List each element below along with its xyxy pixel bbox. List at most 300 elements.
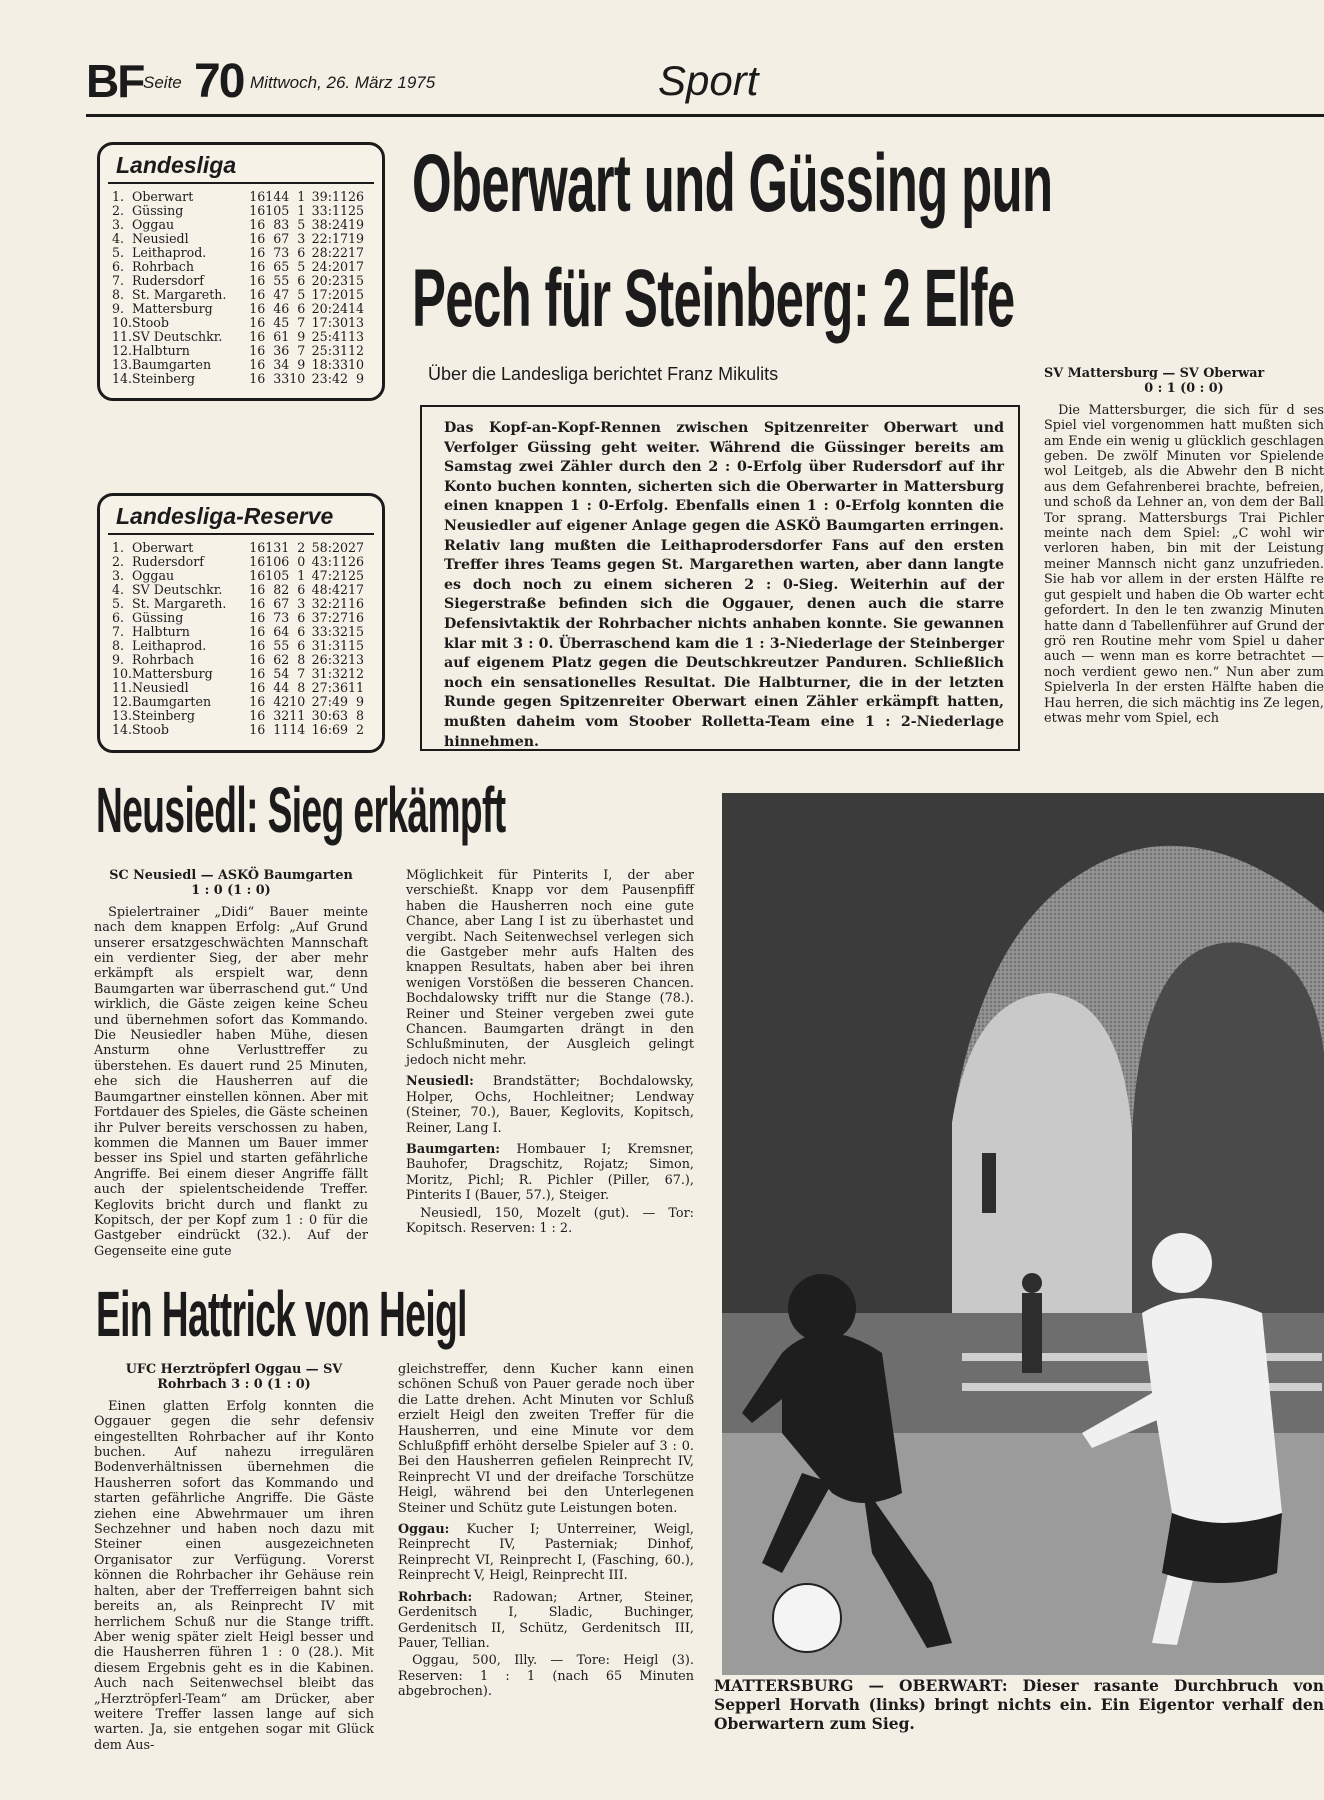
table-cell: Baumgarten	[132, 357, 212, 373]
table-row	[112, 358, 364, 372]
issue-date: Mittwoch, 26. März 1975	[250, 73, 436, 92]
table-cell: 31:32	[311, 666, 348, 682]
table-cell: 4	[281, 680, 290, 696]
table-cell: 3	[281, 371, 290, 387]
table-cell: 16	[249, 652, 266, 668]
table-cell: 11	[347, 680, 364, 696]
table-cell: 1	[297, 203, 306, 219]
table-cell: 6	[297, 582, 306, 598]
lineup-players: Brandstätter; Bochdalowsky, Holper, Ochs, Hochleitner; Lendway (Steiner, 70.), Bauer, Keglovits, Kopitsch, Reiner, Lang I.	[406, 1074, 694, 1136]
table-cell: 4	[273, 301, 282, 317]
table-cell: 3	[297, 231, 306, 247]
table-cell: Rudersdorf	[132, 273, 204, 289]
main-headline-line-2: Pech für Steinberg: 2 Elfe	[412, 253, 1015, 344]
table-cell: 14	[289, 722, 306, 738]
table-cell: 5	[273, 638, 282, 654]
table-cell: 16	[249, 315, 266, 331]
table-cell: 13.	[112, 708, 133, 724]
table-cell: 5	[281, 259, 290, 275]
table-cell: 5	[273, 666, 282, 682]
match-photo	[722, 793, 1324, 1675]
table-cell: Rohrbach	[132, 259, 194, 275]
table-cell: 3	[273, 371, 282, 387]
table-cell: 3.	[112, 568, 125, 584]
table-cell: Halbturn	[132, 624, 190, 640]
table-cell: 47:21	[311, 568, 348, 584]
table-cell: 27	[347, 540, 364, 556]
table-cell: Oberwart	[132, 540, 194, 556]
match-title: SC Neusiedl — ASKÖ Baumgarten	[109, 868, 353, 883]
table-cell: 11.	[112, 680, 133, 696]
table-cell: 14.	[112, 371, 133, 387]
match-facts: Oggau, 500, Illy. — Tore: Heigl (3). Reserven: 1 : 1 (nach 65 Minuten abgebrochen).	[398, 1653, 694, 1700]
table-row	[112, 709, 364, 723]
table-cell: Rohrbach	[132, 652, 194, 668]
table-cell: 6.	[112, 259, 125, 275]
table-cell: Oggau	[132, 217, 175, 233]
table-cell: 16	[249, 554, 266, 570]
lineup-players: Radowan; Artner, Steiner, Gerdenitsch I, Sladic, Buchinger, Gerdenitsch II, Schütz, Gerdenitsch III, Pauer, Tellian.	[398, 1589, 694, 1651]
landesliga-table	[112, 190, 364, 386]
table-cell: 7	[297, 343, 306, 359]
oggau-column-2	[398, 1362, 694, 1698]
table-row	[112, 288, 364, 302]
lineup-players: Hombauer I; Kremsner, Bauhofer, Dragschitz, Rojatz; Simon, Moritz, Pichl; R. Pichler (Piller, 67.), Pinterits I (Bauer, 57.), Steiger.	[406, 1141, 694, 1204]
table-cell: 3	[297, 596, 306, 612]
table-cell: 6	[297, 273, 306, 289]
table-cell: 3	[273, 708, 282, 724]
table-cell: Güssing	[132, 203, 184, 219]
table-row	[112, 555, 364, 569]
table-cell: 5	[281, 638, 290, 654]
table-cell: Neusiedl	[132, 680, 189, 696]
table-cell: 14	[265, 189, 282, 205]
reserve-table	[112, 541, 364, 737]
table-cell: Halbturn	[132, 343, 190, 359]
table-cell: 3	[281, 610, 290, 626]
table-cell: 13	[265, 540, 282, 556]
table-cell: 8.	[112, 287, 125, 303]
table-cell: 37:27	[311, 610, 348, 626]
table-cell: 2.	[112, 203, 125, 219]
report-text: Einen glatten Erfolg konnten die Oggauer gegen die sehr defensiv eingestellten Rohrbacher auf ihr Konto buchen. Auf nahezu irregulären Bodenverhältnissen übernehmen die Hausherren sofort das Kommando und starten gefährliche Angriffe. Die Gäste ziehen eine Abwehrmauer um ihren Sechzehner und haben noch dazu mit Steiner einen ausgezeichneten Organisator zur Verfügung. Vorerst können die Rohrbacher ihr Gehäuse rein halten, aber der Trefferreigen bahnt sich bereits an, als Reinprecht IV mit herrlichem Schuß nur die Stange trifft. Aber wenig später zielt Heigl besser und die Hausherren führen 1 : 0 (28.). Mit diesem Ergebnis geht es in die Kabinen. Auch nach Seitenwechsel bleibt das „Herztröpferl-Team“ am Drücker, aber weitere Treffer lassen lange auf sich warten. Ja, sie entgehen sogar mit Glück dem Aus-	[94, 1398, 374, 1753]
table-cell: 27:49	[311, 694, 348, 710]
table-cell: 6	[273, 596, 282, 612]
neusiedl-column-2	[406, 868, 694, 1268]
lineup-away	[406, 1142, 694, 1204]
table-cell: 16	[249, 582, 266, 598]
table-row	[112, 639, 364, 653]
table-cell: 16	[249, 189, 266, 205]
table-cell: 27:36	[311, 680, 348, 696]
neusiedl-headline: Neusiedl: Sieg erkämpft	[96, 774, 506, 846]
table-cell: 9.	[112, 301, 125, 317]
table-cell: Leithaprod.	[132, 638, 207, 654]
table-cell: 12	[347, 666, 364, 682]
table-row	[112, 569, 364, 583]
table-cell: Steinberg	[132, 708, 195, 724]
table-cell: 8.	[112, 638, 125, 654]
table-cell: 14.	[112, 722, 133, 738]
table-cell: 5	[281, 315, 290, 331]
table-cell: 43:11	[311, 554, 348, 570]
table-cell: 2	[281, 582, 290, 598]
table-cell: 16	[347, 596, 364, 612]
table-cell: 4	[273, 287, 282, 303]
table-cell: 13	[347, 315, 364, 331]
table-cell: 17	[347, 582, 364, 598]
table-row	[112, 583, 364, 597]
table-cell: 6	[281, 343, 290, 359]
table-cell: 8	[273, 582, 282, 598]
table-cell: 4	[273, 694, 282, 710]
table-row	[112, 330, 364, 344]
table-cell: Rudersdorf	[132, 554, 204, 570]
table-cell: St. Margareth.	[132, 287, 227, 303]
table-cell: 16	[249, 610, 266, 626]
table-cell: 6	[273, 259, 282, 275]
table-cell: 13	[347, 329, 364, 345]
table-cell: 12	[347, 343, 364, 359]
table-cell: 20:24	[311, 301, 348, 317]
table-cell: 10	[289, 694, 306, 710]
table-cell: 11	[289, 708, 306, 724]
table-cell: 3	[273, 343, 282, 359]
lineup-label: Neusiedl:	[406, 1074, 474, 1090]
table-cell: 9	[297, 329, 306, 345]
table-cell: 4	[281, 189, 290, 205]
report-text: gleichstreffer, denn Kucher kann einen schönen Schuß von Pauer gerade noch über die Latte drehen. Acht Minuten vor Schluß erzielt Heigl den zweiten Treffer für die Hausherren, und eine Minute vor dem Schlußpfiff erhöht derselbe Spieler auf 3 : 0. Bei den Hausherren gefielen Reinprecht IV, Reinprecht VI und der dreifache Torschütze Heigl, während bei den Unterlegenen Steiner und Schütz gute Leistungen boten.	[398, 1362, 694, 1516]
table-cell: 15	[347, 273, 364, 289]
table-cell: SV Deutschkr.	[132, 582, 223, 598]
table-row	[112, 302, 364, 316]
table-cell: 16	[249, 287, 266, 303]
table-cell: 16	[249, 329, 266, 345]
table-cell: 38:24	[311, 217, 348, 233]
table-cell: 7	[297, 666, 306, 682]
table-cell: 1	[273, 722, 282, 738]
table-row	[112, 541, 364, 555]
table-cell: 9	[355, 694, 364, 710]
table-cell: 25:31	[311, 343, 348, 359]
oggau-column-1	[94, 1362, 374, 1753]
table-cell: SV Deutschkr.	[132, 329, 223, 345]
table-cell: 6	[297, 610, 306, 626]
table-cell: 10	[265, 203, 282, 219]
report-text: Möglichkeit für Pinterits I, der aber verschießt. Knapp vor dem Pausenpfiff haben die Hausherren noch eine gute Chance, aber Lang I ist zu überhastet und vergibt. Nach Seitenwechsel verlegen sich die Gastgeber mehr aufs Halten des knappen Resultats, haben aber bei ihren wenigen Vorstößen die besseren Chancen. Bochdalowsky trifft nur die Stange (78.). Reiner und Steiner vergeben zwei gute Chancen. Baumgarten drängt in den Schlußminuten, der Ausgleich gelingt jedoch nicht mehr.	[406, 868, 694, 1068]
table-cell: 16	[249, 596, 266, 612]
table-cell: 5	[281, 203, 290, 219]
table-cell: 10	[265, 568, 282, 584]
table-cell: 14	[347, 301, 364, 317]
table-cell: 10.	[112, 315, 133, 331]
table-cell: 4	[273, 315, 282, 331]
table-cell: Oggau	[132, 568, 175, 584]
table-row	[112, 204, 364, 218]
table-cell: 26:32	[311, 652, 348, 668]
table-cell: 1	[281, 329, 290, 345]
table-cell: 16	[249, 694, 266, 710]
table-row	[112, 344, 364, 358]
table-cell: Steinberg	[132, 371, 195, 387]
table-row	[112, 190, 364, 204]
table-row	[112, 723, 364, 737]
table-cell: 7	[297, 315, 306, 331]
table-cell: 6	[281, 554, 290, 570]
reserve-title: Landesliga-Reserve	[116, 503, 334, 529]
table-cell: 26	[347, 189, 364, 205]
table-cell: 15	[347, 287, 364, 303]
byline: Über die Landesliga berichtet Franz Mikulits	[428, 364, 779, 384]
match-title: UFC Herztröpferl Oggau — SV Rohrbach 3 : 0 (1 : 0)	[125, 1362, 343, 1393]
table-cell: 6	[273, 231, 282, 247]
table-cell: 5	[297, 259, 306, 275]
table-cell: 5	[273, 273, 282, 289]
table-cell: 10	[347, 357, 364, 373]
table-cell: 16	[249, 666, 266, 682]
table-cell: 16	[249, 259, 266, 275]
table-cell: 9	[297, 357, 306, 373]
table-row	[112, 260, 364, 274]
table-cell: 7	[281, 287, 290, 303]
table-cell: 4	[281, 624, 290, 640]
lineup-label: Rohrbach:	[398, 1589, 473, 1605]
table-cell: Güssing	[132, 610, 184, 626]
section-title: Sport	[658, 57, 759, 104]
table-row	[112, 667, 364, 681]
table-cell: Oberwart	[132, 189, 194, 205]
report-text: Spielertrainer „Didi“ Bauer meinte nach dem knappen Erfolg: „Auf Grund unserer ersatzgeschwächten Mannschaft ein verdienter Sieg, der aber mehr erkämpft als erspielt war, denn Baumgarten war überraschend gut.“ Und wirklich, die Gäste zeigen keine Scheu und übernehmen sofort das Kommando. Die Neusiedler haben Mühe, diesen Ansturm ohne Verlusttreffer zu überstehen. Es dauert rund 25 Minuten, ehe sich die Hausherren auf die Baumgartner einstellen können. Aber mit Fortdauer des Spieles, die Gäste scheinen ihr Pulver bereits verschossen zu haben, kommen die Mannen um Bauer immer besser ins Spiel und starten gefährliche Angriffe. Bei einem dieser Angriffe fällt auch der spielentscheidende Treffer. Keglovits bricht durch und flankt zu Kopitsch, der per Kopf zum 1 : 0 für die Gastgeber eindrückt (32.). Auf der Gegenseite eine gute	[94, 904, 368, 1259]
table-cell: 1	[281, 722, 290, 738]
table-cell: 12.	[112, 694, 133, 710]
table-cell: 8	[273, 217, 282, 233]
lineup-players: Kucher I; Unterreiner, Weigl, Reinprecht IV, Pasterniak; Dinhof, Reinprecht VI, Reinprecht I, (Fasching, 60.), Reinprecht V, Heigl, Reinprecht III.	[398, 1522, 694, 1584]
brand-logo: BF	[86, 55, 144, 107]
table-cell: 2.	[112, 554, 125, 570]
table-row	[112, 274, 364, 288]
table-row	[112, 695, 364, 709]
table-divider	[108, 182, 374, 184]
lineup-away	[398, 1590, 694, 1652]
match-photo-illustration	[722, 793, 1324, 1675]
table-cell: 19	[347, 217, 364, 233]
table-row	[112, 232, 364, 246]
table-cell: 5.	[112, 596, 125, 612]
table-cell: 6	[297, 624, 306, 640]
mattersburg-report	[1044, 366, 1324, 754]
table-cell: 1	[297, 189, 306, 205]
table-cell: 25:41	[311, 329, 348, 345]
table-cell: 28:22	[311, 245, 348, 261]
table-cell: 2	[281, 694, 290, 710]
table-cell: 16	[249, 638, 266, 654]
neusiedl-column-1	[94, 868, 368, 1268]
table-cell: 16	[249, 203, 266, 219]
table-cell: 18:33	[311, 357, 348, 373]
table-cell: 16	[347, 610, 364, 626]
table-cell: 1	[281, 540, 290, 556]
table-cell: 13.	[112, 357, 133, 373]
reserve-table-box	[97, 493, 385, 753]
landesliga-table-box	[97, 142, 385, 401]
table-cell: 9	[355, 371, 364, 387]
table-cell: 16	[249, 357, 266, 373]
table-cell: 16	[249, 722, 266, 738]
table-cell: 16:69	[311, 722, 348, 738]
table-cell: 33:32	[311, 624, 348, 640]
lead-box	[420, 405, 1020, 751]
table-divider	[108, 533, 374, 535]
table-cell: 17	[347, 245, 364, 261]
table-cell: 1.	[112, 189, 125, 205]
table-row	[112, 597, 364, 611]
main-headline-line-1: Oberwart und Güssing pun	[412, 138, 1053, 229]
table-cell: 2	[281, 708, 290, 724]
match-facts: Neusiedl, 150, Mozelt (gut). — Tor: Kopitsch. Reserven: 1 : 2.	[406, 1205, 694, 1236]
table-cell: 7	[273, 245, 282, 261]
table-cell: 10.	[112, 666, 133, 682]
table-cell: 33:11	[311, 203, 348, 219]
table-cell: 19	[347, 231, 364, 247]
table-row	[112, 372, 364, 386]
table-cell: 3	[281, 245, 290, 261]
table-cell: 1	[297, 568, 306, 584]
table-row	[112, 218, 364, 232]
table-cell: 10	[289, 371, 306, 387]
table-cell: Leithaprod.	[132, 245, 207, 261]
table-cell: 1.	[112, 540, 125, 556]
lineup-home	[398, 1522, 694, 1584]
table-cell: 16	[249, 245, 266, 261]
table-cell: 16	[249, 371, 266, 387]
table-cell: 4.	[112, 582, 125, 598]
table-cell: 13	[347, 652, 364, 668]
table-cell: 58:20	[311, 540, 348, 556]
report-text: Die Mattersburger, die sich für d ses Spiel viel vorgenommen hatt mußten sich am Ende ein wenig u glücklich geschlagen geben. De zwölf Minuten vor Spielende wol Leitgeb, als die Abwehr den B nicht aus dem Gefahrenberei brachte, befreien, und schoß da Lehner an, von dem der Ball Tor sprang. Mattersburgs Trai Pichler meinte nach dem Spiel: „C wohl wir verloren haben, bin mit der Leistung meiner Mannsch nicht ganz unzufrieden. Sie hab vor allem in der ersten Hälfte re gut gespielt und haben die Ob warter echt gefordert. In den le ten zwanzig Minuten hatte dann d Tabellenführer auf Grund der grö ren Routine mehr vom Spiel u daher auch — wenn man es korre betrachtet — noch verdient gewo nen.“ Nun aber zum Spielverla In der ersten Hälfte haben die Hau herren, die sich mächtig ins Ze legen, etwas mehr vom Spiel, ech	[1044, 402, 1324, 726]
table-cell: 31:31	[311, 638, 348, 654]
table-cell: 5	[297, 287, 306, 303]
table-cell: 4	[281, 666, 290, 682]
table-cell: 3	[281, 217, 290, 233]
table-cell: 3	[273, 357, 282, 373]
table-row	[112, 681, 364, 695]
table-cell: 5	[297, 217, 306, 233]
table-cell: 16	[249, 624, 266, 640]
header-rule	[86, 114, 1324, 117]
table-cell: Stoob	[132, 315, 169, 331]
table-cell: 16	[249, 217, 266, 233]
table-cell: 23:42	[311, 371, 348, 387]
lineup-home	[406, 1074, 694, 1136]
table-cell: 16	[249, 301, 266, 317]
table-cell: 4	[281, 357, 290, 373]
table-cell: 6.	[112, 610, 125, 626]
table-cell: 0	[297, 554, 306, 570]
table-row	[112, 625, 364, 639]
table-cell: 12.	[112, 343, 133, 359]
table-cell: 4	[273, 680, 282, 696]
table-cell: 8	[297, 652, 306, 668]
table-cell: 6	[297, 638, 306, 654]
table-cell: 2	[355, 722, 364, 738]
table-cell: 30:63	[311, 708, 348, 724]
table-cell: 16	[249, 343, 266, 359]
table-cell: Stoob	[132, 722, 169, 738]
table-cell: 5.	[112, 245, 125, 261]
table-cell: 20:23	[311, 273, 348, 289]
table-cell: 16	[249, 231, 266, 247]
table-cell: 3.	[112, 217, 125, 233]
table-cell: 17:30	[311, 315, 348, 331]
table-cell: 16	[249, 568, 266, 584]
table-cell: 7.	[112, 273, 125, 289]
table-cell: St. Margareth.	[132, 596, 227, 612]
table-cell: 24:20	[311, 259, 348, 275]
table-cell: 16	[249, 273, 266, 289]
landesliga-title: Landesliga	[116, 152, 237, 178]
table-cell: 16	[249, 540, 266, 556]
table-cell: 6	[281, 301, 290, 317]
table-cell: 10	[265, 554, 282, 570]
table-cell: 16	[249, 708, 266, 724]
table-row	[112, 653, 364, 667]
table-cell: 22:17	[311, 231, 348, 247]
table-cell: 17:20	[311, 287, 348, 303]
table-cell: 2	[297, 540, 306, 556]
table-cell: 6	[297, 245, 306, 261]
table-cell: 2	[281, 652, 290, 668]
table-cell: 5	[281, 273, 290, 289]
table-cell: Mattersburg	[132, 301, 213, 317]
table-cell: 11.	[112, 329, 133, 345]
oggau-headline: Ein Hattrick von Heigl	[96, 1278, 467, 1350]
table-cell: 6	[273, 652, 282, 668]
table-cell: 6	[297, 301, 306, 317]
table-cell: 16	[249, 680, 266, 696]
page-label: Seite	[143, 73, 182, 92]
lineup-label: Oggau:	[398, 1522, 450, 1538]
table-cell: 39:11	[311, 189, 348, 205]
table-cell: 48:42	[311, 582, 348, 598]
table-row	[112, 246, 364, 260]
table-cell: Mattersburg	[132, 666, 213, 682]
table-row	[112, 611, 364, 625]
match-score: 0 : 1 (0 : 0)	[1144, 381, 1224, 397]
table-cell: 7	[281, 231, 290, 247]
table-cell: 7	[281, 596, 290, 612]
table-cell: 15	[347, 624, 364, 640]
table-cell: 32:21	[311, 596, 348, 612]
table-cell: 9.	[112, 652, 125, 668]
table-row	[112, 316, 364, 330]
lineup-label: Baumgarten:	[406, 1141, 501, 1157]
table-cell: 8	[355, 708, 364, 724]
table-cell: 7.	[112, 624, 125, 640]
match-title: SV Mattersburg — SV Oberwar	[1044, 366, 1265, 381]
page-number: 70	[194, 55, 244, 108]
table-cell: Baumgarten	[132, 694, 212, 710]
table-cell: 26	[347, 554, 364, 570]
table-cell: 6	[273, 329, 282, 345]
lead-paragraph: Das Kopf-an-Kopf-Rennen zwischen Spitzenreiter Oberwart und Verfolger Güssing geht weiter. Während die Güssinger bereits am Samstag zwei Zähler durch den 2 : 0-Erfolg über Rudersdorf auf ihr Konto buchen konnten, sicherten sich die Oberwarter in Mattersburg einen knappen 1 : 0-Erfolg. Ebenfalls einen 1 : 0-Erfolg konnten die Neusiedler auf eigener Anlage gegen die ASKÖ Baumgarten erringen. Relativ lang mußten die Leithaprodersdorfer Fans auf den ersten Treffer ihres Teams gegen St. Margarethen warten, aber dann langte es doch noch zu einem sicheren 2 : 0-Sieg. Weiterhin auf der Siegerstraße befinden sich die Oggauer, denen auch die starre Defensivtaktik der Rohrbacher nichts anhaben konnte. Sie gewannen klar mit 3 : 0. Überraschend kam die 1 : 3-Niederlage der Steinberger auf eigenem Platz gegen die Deutschkreutzer Panduren. Schließlich noch ein sensationelles Resultat. Die Halbturner, die in der letzten Runde gegen Spitzenreiter Oberwart einen Zähler erkämpft hatten, mußten daheim vom Stoober Rolletta-Team eine 1 : 2-Niederlage hinnehmen.	[444, 420, 1004, 750]
match-score: 1 : 0 (1 : 0)	[191, 883, 271, 899]
photo-caption: MATTERSBURG — OBERWART: Dieser rasante Durchbruch von Sepperl Horvath (links) bringt nichts ein. Ein Eigentor verhalf den Oberwartern zum Sieg.	[714, 1676, 1324, 1733]
table-cell: 6	[273, 624, 282, 640]
table-cell: Neusiedl	[132, 231, 189, 247]
table-cell: 7	[273, 610, 282, 626]
table-cell: 8	[297, 680, 306, 696]
table-cell: 15	[347, 638, 364, 654]
